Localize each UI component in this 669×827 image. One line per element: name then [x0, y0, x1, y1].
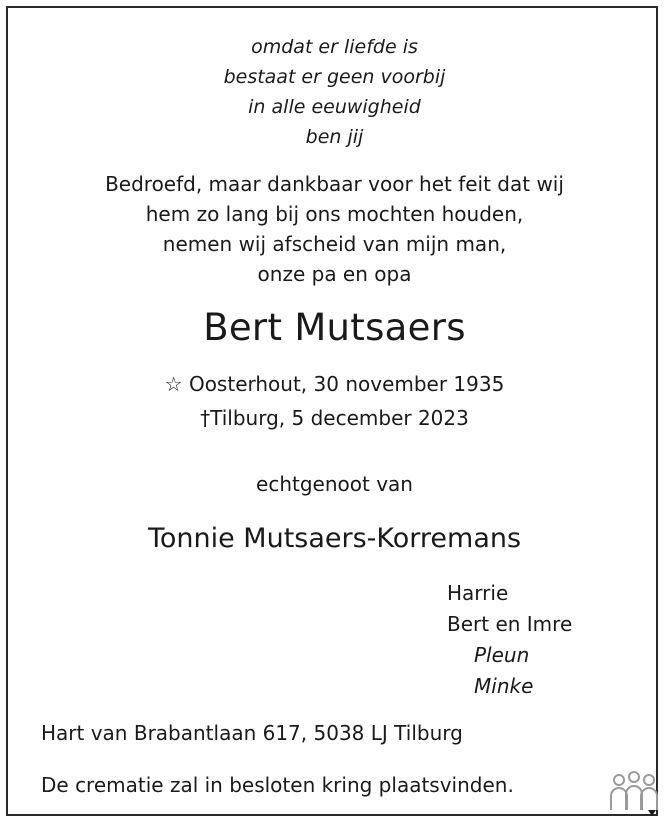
death-line [0, 406, 669, 430]
cremation-notice: De crematie zal in besloten kring plaatsvinden. [41, 773, 514, 797]
poem-line-2: bestaat er geen voorbij [223, 66, 446, 88]
death-text: Tilburg, 5 december 2023 [210, 406, 469, 430]
intro-line-4: onze pa en opa [257, 262, 412, 286]
child-1: Harrie [447, 581, 509, 605]
star-icon: ☆ [164, 372, 183, 396]
poem-line-3: in alle eeuwigheid [248, 96, 421, 118]
child-2: Bert en Imre [447, 612, 573, 636]
deceased-name: Bert Mutsaers [203, 306, 466, 349]
people-logo-icon [608, 770, 660, 818]
poem-line-1: omdat er liefde is [251, 36, 418, 58]
poem-line-4: ben jij [305, 126, 364, 148]
cross-icon: † [200, 406, 211, 430]
intro-line-3: nemen wij afscheid van mijn man, [162, 232, 507, 256]
grandchild-1: Pleun [474, 643, 530, 667]
intro-line-2: hem zo lang bij ons mochten houden, [145, 202, 524, 226]
birth-line [0, 372, 669, 396]
address: Hart van Brabantlaan 617, 5038 LJ Tilburg [41, 721, 463, 745]
intro-line-1: Bedroefd, maar dankbaar voor het feit dat wij [105, 172, 564, 196]
grandchild-2: Minke [474, 674, 534, 698]
relation-text: echtgenoot van [256, 472, 413, 496]
spouse-name: Tonnie Mutsaers-Korremans [147, 523, 522, 554]
birth-text: Oosterhout, 30 november 1935 [188, 372, 505, 396]
